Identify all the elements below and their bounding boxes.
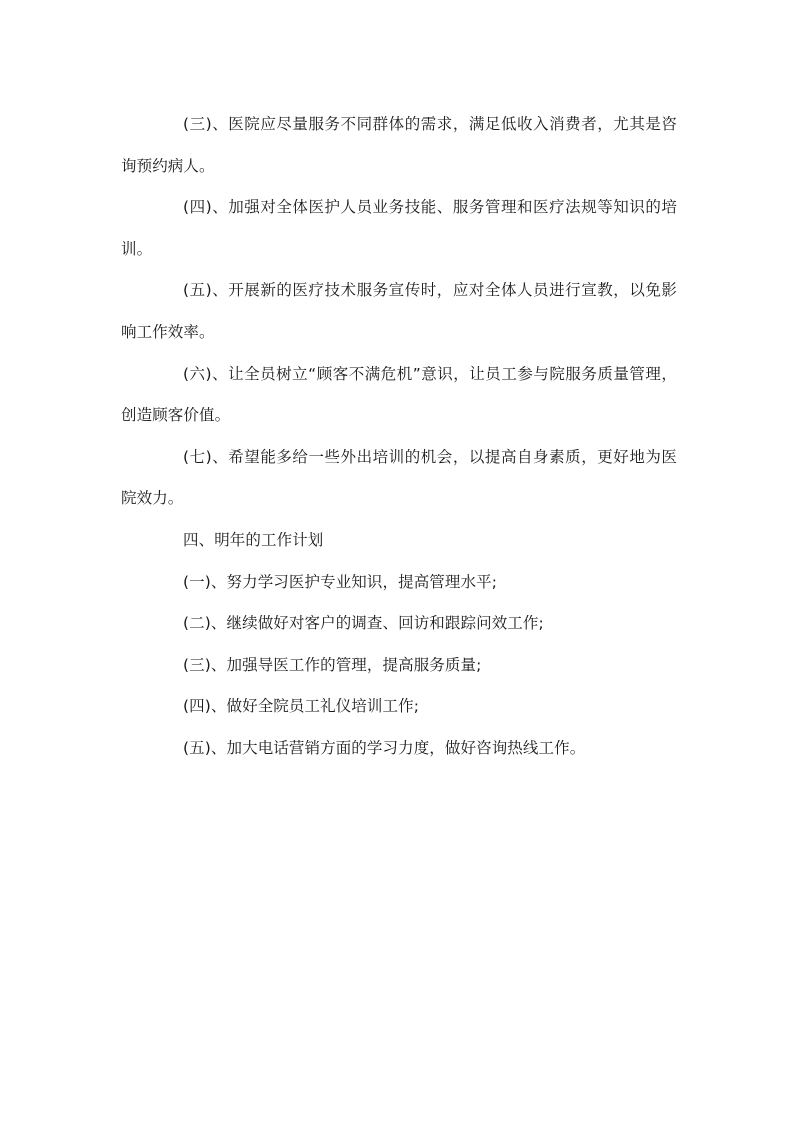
plan-item: (五)、加大电话营销方面的学习力度，做好咨询热线工作。 [183, 738, 586, 757]
paragraph: (六)、让全员树立“顾客不满危机”意识，让员工参与院服务质量管理，创造顾客价值。 [121, 364, 677, 425]
plan-item: (三)、加强导医工作的管理，提高服务质量; [183, 655, 482, 674]
plan-item: (一)、努力学习医护专业知识，提高管理水平; [183, 572, 498, 591]
paragraph: (四)、加强对全体医护人员业务技能、服务管理和医疗法规等知识的培训。 [121, 198, 677, 258]
section-heading: 四、明年的工作计划 [183, 530, 324, 549]
paragraph: (三)、医院应尽量服务不同群体的需求，满足低收入消费者，尤其是咨询预约病人。 [121, 115, 677, 175]
paragraph: (七)、希望能多给一些外出培训的机会，以提高自身素质，更好地为医院效力。 [121, 447, 677, 508]
plan-item: (二)、继续做好对客户的调查、回访和跟踪问效工作; [183, 614, 544, 633]
paragraph: (五)、开展新的医疗技术服务宣传时，应对全体人员进行宣教，以免影响工作效率。 [121, 281, 677, 341]
plan-item: (四)、做好全院员工礼仪培训工作; [183, 697, 420, 716]
document-body [121, 104, 677, 770]
